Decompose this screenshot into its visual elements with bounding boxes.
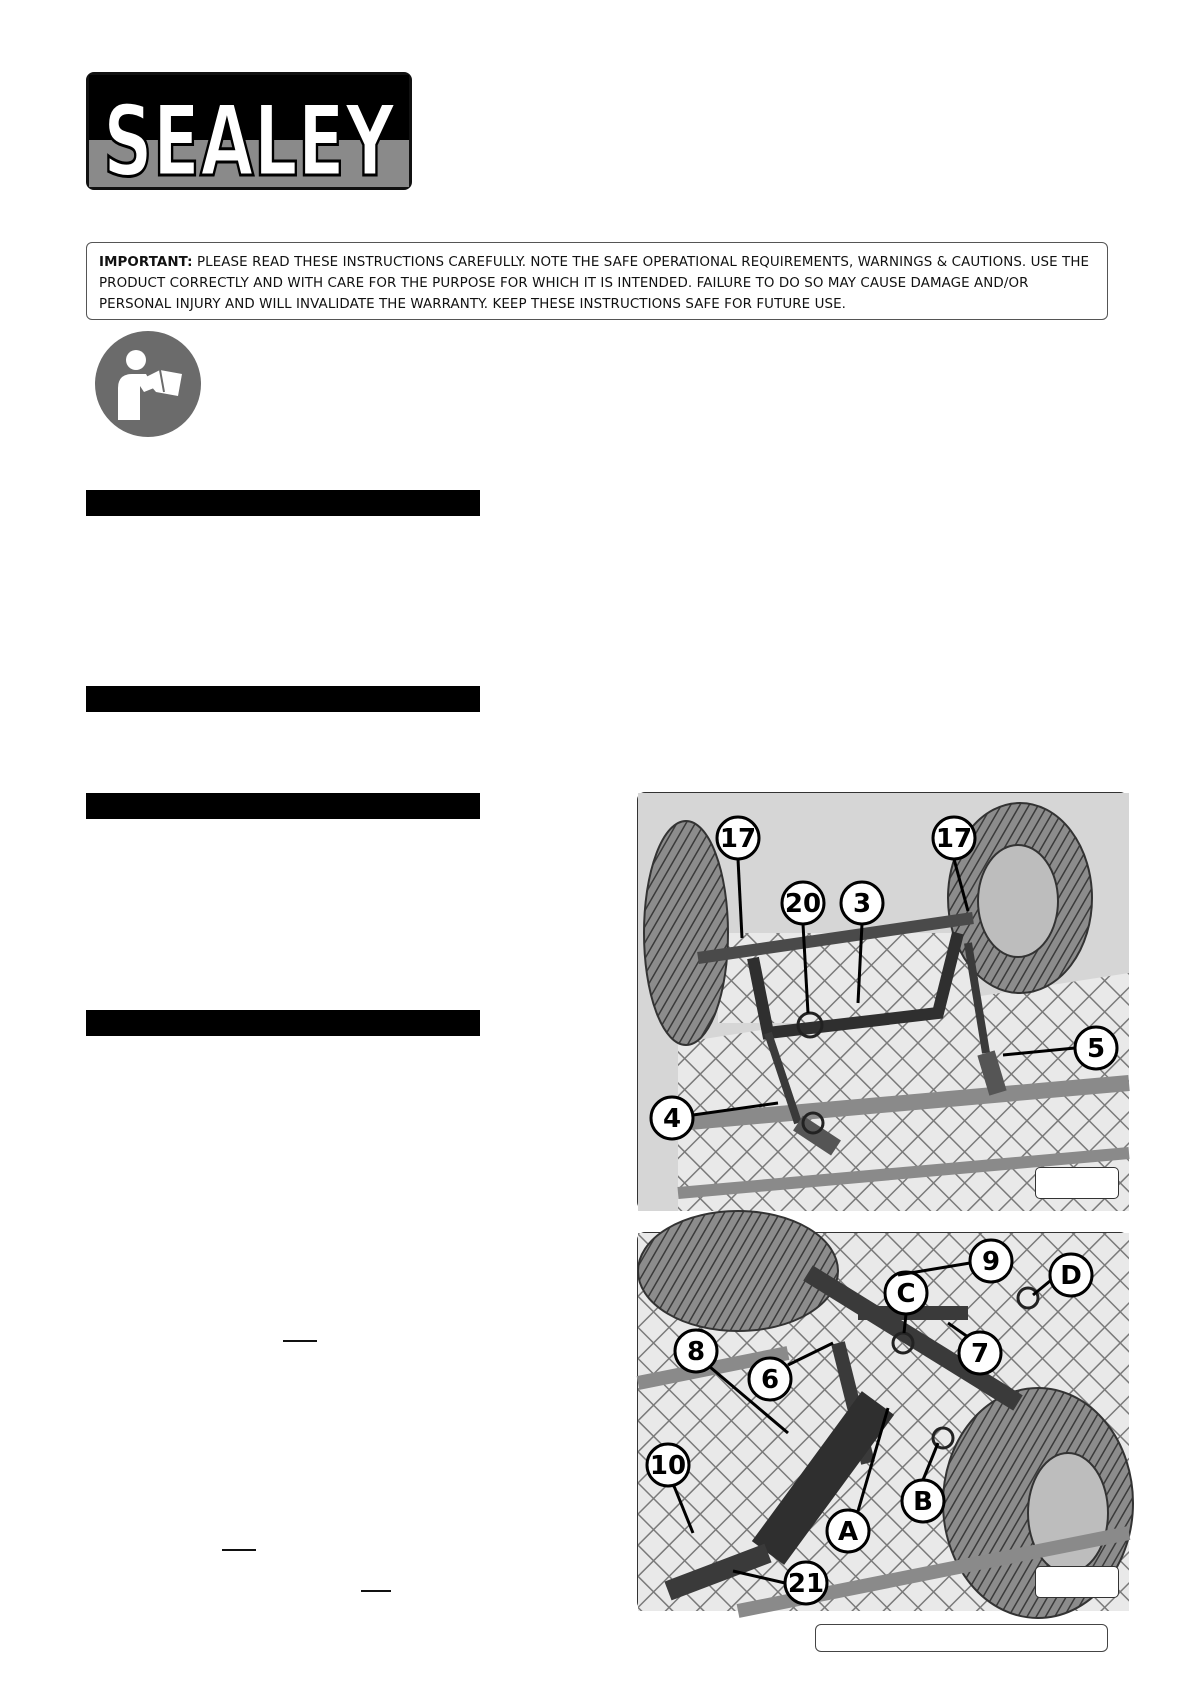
callout-20: 20 (784, 889, 822, 919)
callout-5: 5 (1086, 1034, 1106, 1064)
callout-D: D (1060, 1261, 1082, 1291)
important-lead: IMPORTANT: (99, 255, 193, 270)
callout-7: 7 (970, 1339, 990, 1369)
callout-C: C (896, 1279, 916, 1309)
underline-mark (361, 1590, 391, 1592)
figure-label-box (1035, 1167, 1119, 1199)
read-manual-icon (94, 330, 202, 438)
section-bar-3 (86, 793, 480, 819)
figure-steering-assembly (637, 1232, 1128, 1610)
callout-17-right: 17 (935, 824, 973, 854)
underline-mark (283, 1340, 317, 1342)
callout-4: 4 (662, 1104, 682, 1134)
figure-label-box (1035, 1566, 1119, 1598)
underline-mark (222, 1549, 256, 1551)
callout-3: 3 (852, 889, 872, 919)
callout-9: 9 (981, 1247, 1001, 1277)
callout-21: 21 (787, 1569, 825, 1599)
logo-text: SEALEY (103, 85, 396, 199)
sealey-logo (86, 72, 412, 199)
figure-axle-assembly (637, 792, 1128, 1210)
important-text: PLEASE READ THESE INSTRUCTIONS CAREFULLY. NOTE THE SAFE OPERATIONAL REQUIREMENTS, WARNINGS & CAUTIONS. USE THE PRODUCT CORRECTLY AND WITH CARE FOR THE PURPOSE FOR WHICH IT IS INTENDED. FAILURE TO DO SO MAY CAUSE DAMAGE AND/OR PERSONAL INJURY AND WILL INVALIDATE THE WARRANTY. KEEP THESE INSTRUCTIONS SAFE FOR FUTURE USE. (99, 255, 1090, 312)
callout-6: 6 (760, 1365, 780, 1395)
section-bar-4 (86, 1010, 480, 1036)
section-bar-1 (86, 490, 480, 516)
callout-B: B (913, 1487, 933, 1517)
important-notice (86, 242, 1108, 320)
footer-box (815, 1624, 1108, 1652)
callout-10: 10 (649, 1451, 687, 1481)
section-bar-2 (86, 686, 480, 712)
callout-17-left: 17 (719, 824, 757, 854)
callout-A: A (837, 1517, 859, 1547)
callout-8: 8 (686, 1337, 706, 1367)
